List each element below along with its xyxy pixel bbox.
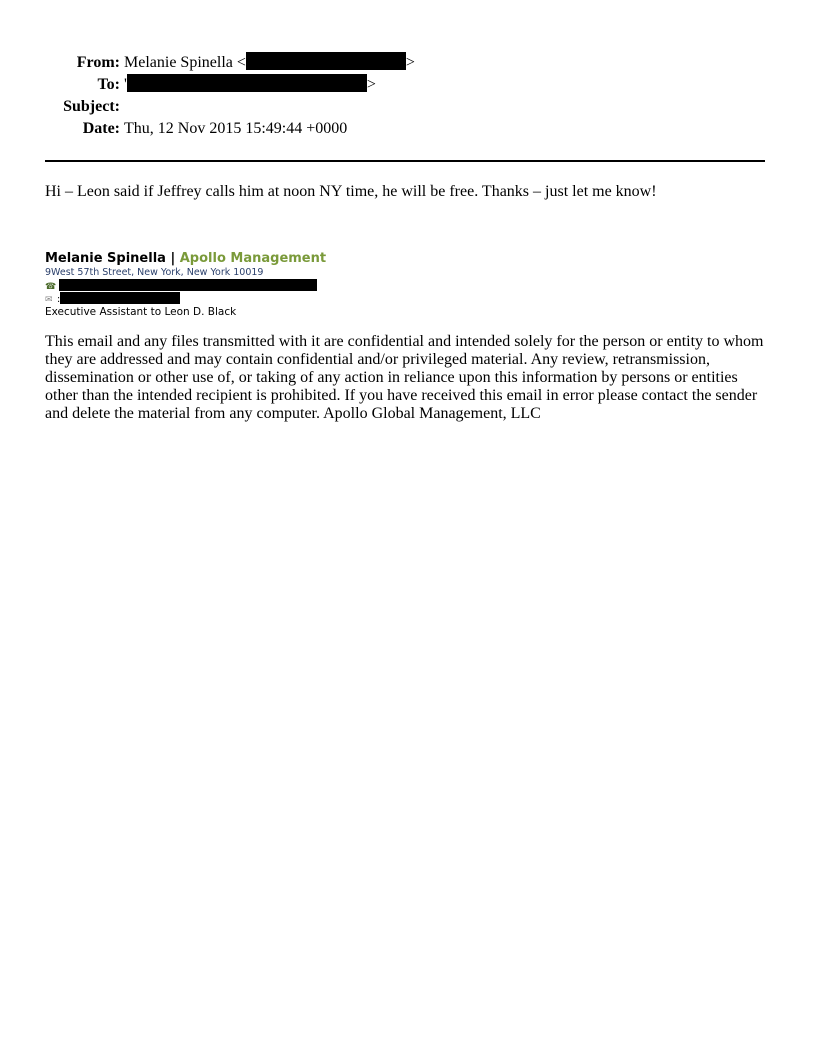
signature-address: 9West 57th Street, New York, New York 10019	[45, 267, 264, 278]
redaction-block	[127, 74, 367, 92]
date-label: Date:	[82, 120, 120, 137]
from-row	[0, 52, 816, 74]
to-label: To:	[97, 76, 120, 93]
signature-name: Melanie Spinella	[45, 251, 166, 266]
subject-label: Subject:	[63, 98, 120, 115]
redaction-block	[59, 279, 317, 291]
signature-name-line	[45, 251, 326, 267]
to-prefix: '	[124, 76, 127, 93]
signature-phone-line	[45, 279, 326, 292]
to-value	[124, 74, 376, 96]
signature-mail-line	[45, 292, 326, 305]
mail-colon: :	[57, 294, 61, 305]
header-divider	[45, 160, 765, 162]
redaction-block	[246, 52, 406, 70]
date-value: Thu, 12 Nov 2015 15:49:44 +0000	[124, 120, 348, 137]
to-suffix: >	[366, 76, 376, 93]
from-label: From:	[76, 54, 120, 71]
from-value	[124, 52, 415, 74]
signature-company: Apollo Management	[179, 251, 327, 266]
confidentiality-disclaimer: This email and any files transmitted with it are confidential and intended solely for the person or entity to whom they are addressed and may contain confidential and/or privileged material. Any review, retransmission, dissemination or other use of, or taking of any action in reliance upon this information by persons or entities other than the intended recipient is prohibited. If you have received this email in error please contact the sender and delete the material from any computer. Apollo Global Management, LLC	[45, 333, 764, 422]
to-row	[0, 74, 816, 96]
email-header	[0, 52, 816, 140]
phone-icon: ☎	[45, 282, 57, 292]
from-sender: Melanie Spinella <	[124, 54, 246, 71]
subject-row	[0, 96, 816, 118]
message-body: Hi – Leon said if Jeffrey calls him at noon NY time, he will be free. Thanks – just let me know!	[45, 183, 657, 200]
signature-separator: |	[165, 251, 180, 266]
date-row	[0, 118, 816, 140]
email-signature	[45, 251, 326, 319]
signature-title: Executive Assistant to Leon D. Black	[45, 306, 237, 318]
redaction-block	[60, 292, 180, 304]
mail-icon: ✉	[45, 295, 53, 305]
from-suffix: >	[405, 54, 415, 71]
